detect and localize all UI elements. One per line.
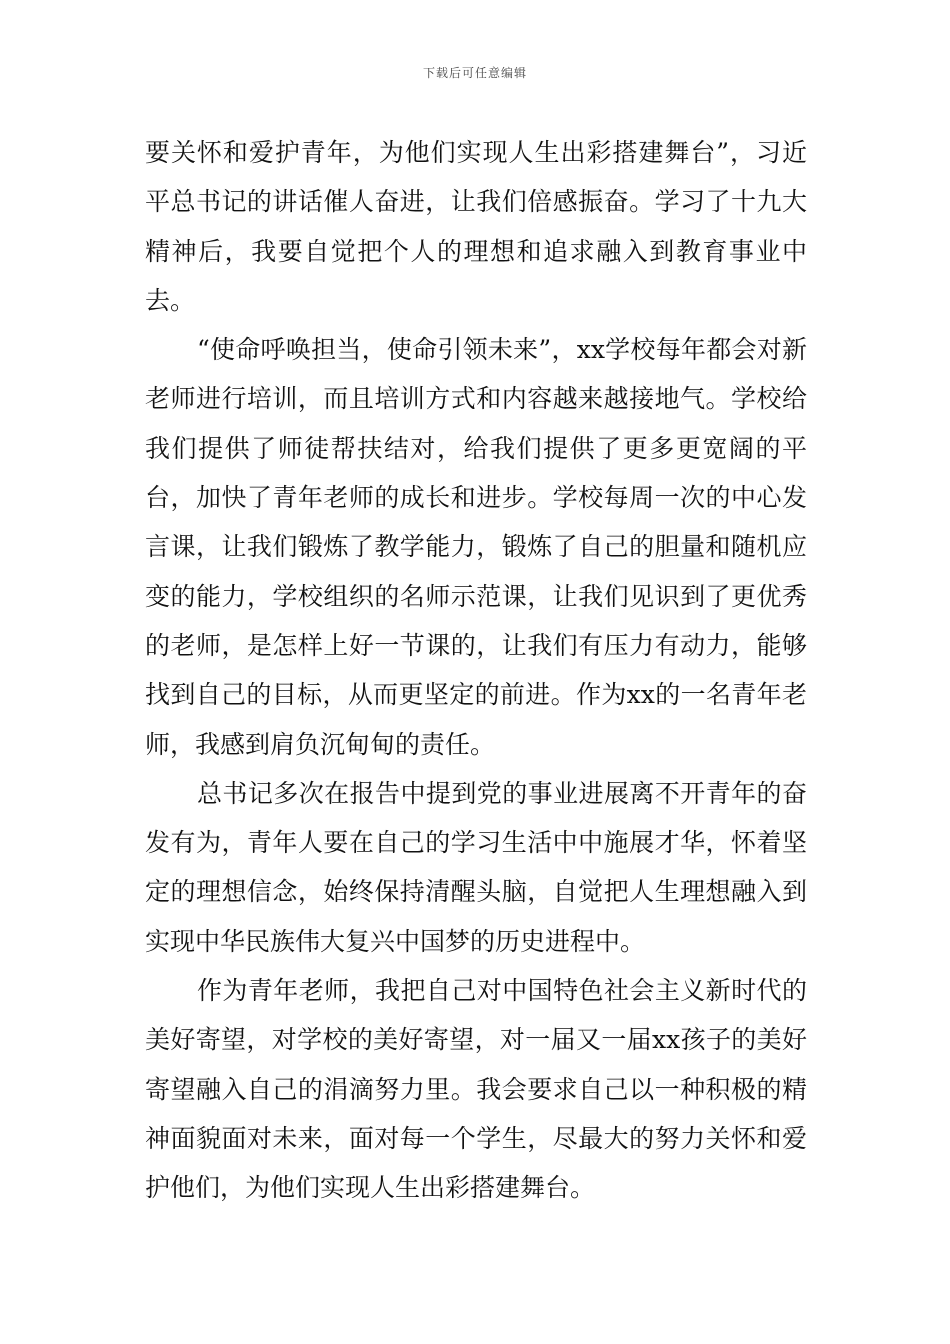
document-body (145, 128, 807, 1213)
paragraph-1: 要关怀和爱护青年，为他们实现人生出彩搭建舞台”，习近平总书记的讲话催人奋进，让我们倍感振奋。学习了十九大精神后，我要自觉把个人的理想和追求融入到教育事业中去。 (145, 138, 807, 315)
paragraph-4: 作为青年老师，我把自己对中国特色社会主义新时代的美好寄望，对学校的美好寄望，对一届又一届xx孩子的美好寄望融入自己的涓滴努力里。我会要求自己以一种积极的精神面貌面对未来，面对每一个学生，尽最大的努力关怀和爱护他们，为他们实现人生出彩搭建舞台。 (145, 976, 807, 1203)
paragraph-2: “使命呼唤担当，使命引领未来”，xx学校每年都会对新老师进行培训，而且培训方式和内容越来越接地气。学校给我们提供了师徒帮扶结对，给我们提供了更多更宽阔的平台，加快了青年老师的成长和进步。学校每周一次的中心发言课，让我们锻炼了教学能力，锻炼了自己的胆量和随机应变的能力，学校组织的名师示范课，让我们见识到了更优秀的老师，是怎样上好一节课的，让我们有压力有动力，能够找到自己的目标，从而更坚定的前进。作为xx的一名青年老师，我感到肩负沉甸甸的责任。 (145, 335, 807, 759)
page-header-note: 下载后可任意编辑 (422, 66, 527, 80)
paragraph-3: 总书记多次在报告中提到党的事业进展离不开青年的奋发有为，青年人要在自己的学习生活中中施展才华，怀着坚定的理想信念，始终保持清醒头脑，自觉把人生理想融入到实现中华民族伟大复兴中国梦的历史进程中。 (145, 778, 807, 956)
